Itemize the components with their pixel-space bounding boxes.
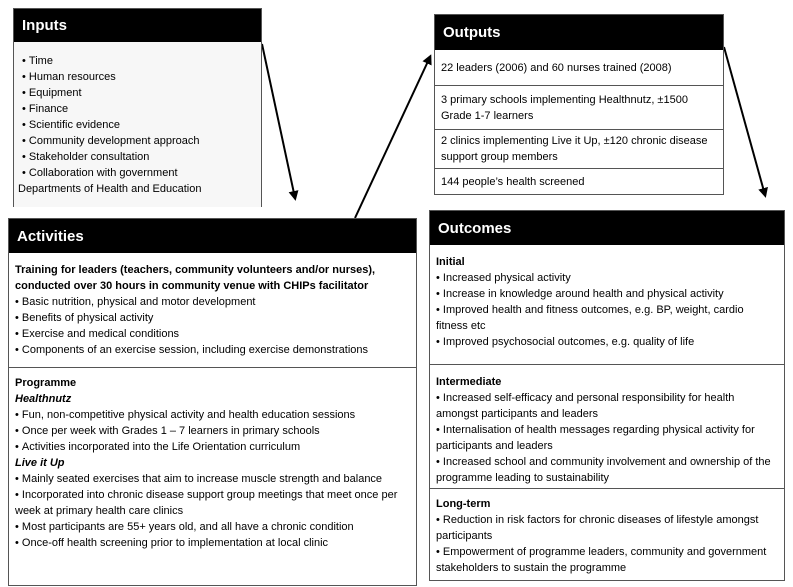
- inputs-item: • Time: [22, 53, 255, 69]
- outcomes-box: [429, 210, 785, 581]
- longterm-item: • Reduction in risk factors for chronic diseases of lifestyle amongst participants: [436, 512, 778, 544]
- outputs-row: [435, 85, 723, 129]
- activities-box: [8, 218, 417, 586]
- healthnutz-item: • Once per week with Grades 1 – 7 learners in primary schools: [15, 423, 410, 439]
- outputs-title: Outputs: [443, 24, 501, 41]
- initial-heading: Initial: [436, 256, 465, 268]
- activities-body: [9, 253, 416, 555]
- initial-item: • Improved psychosocial outcomes, e.g. quality of life: [436, 334, 778, 350]
- outputs-header: [435, 15, 723, 50]
- longterm-section: [430, 488, 784, 580]
- outcomes-body: [430, 245, 784, 580]
- activities-header: [9, 219, 416, 253]
- outputs-box: [434, 14, 724, 195]
- liveitup-item: • Mainly seated exercises that aim to increase muscle strength and balance: [15, 471, 410, 487]
- training-heading: Training for leaders (teachers, community volunteers and/or nurses), conducted over 30 hours in community venue with CHIPs facilitator: [15, 264, 376, 292]
- intermediate-item: • Internalisation of health messages regarding physical activity for participants and leaders: [436, 422, 778, 454]
- liveitup-item: • Once-off health screening prior to implementation at local clinic: [15, 535, 410, 551]
- programme-section: [9, 367, 416, 555]
- training-item: • Components of an exercise session, including exercise demonstrations: [15, 342, 410, 358]
- training-item: • Exercise and medical conditions: [15, 326, 410, 342]
- outputs-row-text: 3 primary schools implementing Healthnutz, ±1500 Grade 1-7 learners: [441, 93, 688, 122]
- healthnutz-item: • Activities incorporated into the Life Orientation curriculum: [15, 439, 410, 455]
- training-section: [9, 253, 416, 367]
- inputs-box: [13, 8, 262, 207]
- inputs-item: • Community development approach: [22, 133, 255, 149]
- initial-item: • Improved health and fitness outcomes, e.g. BP, weight, cardio fitness etc: [436, 302, 778, 334]
- outcomes-header: [430, 211, 784, 245]
- programme-heading: Programme: [15, 377, 77, 389]
- initial-section: [430, 245, 784, 364]
- liveitup-item: • Incorporated into chronic disease support group meetings that meet once per week at primary health care clinics: [15, 487, 410, 519]
- longterm-heading: Long-term: [436, 498, 491, 510]
- outputs-row-text: 144 people’s health screened: [441, 175, 585, 188]
- arrow-outputs-to-outcomes: [724, 47, 765, 195]
- inputs-title: Inputs: [22, 17, 67, 34]
- healthnutz-item: • Fun, non-competitive physical activity and health education sessions: [15, 407, 410, 423]
- training-item: • Basic nutrition, physical and motor development: [15, 294, 410, 310]
- arrow-activities-to-outputs: [355, 57, 430, 218]
- training-item: • Benefits of physical activity: [15, 310, 410, 326]
- longterm-item: • Empowerment of programme leaders, community and government stakeholders to sustain the programme: [436, 544, 778, 576]
- initial-item: • Increased physical activity: [436, 270, 778, 286]
- inputs-item: • Finance: [22, 101, 255, 117]
- intermediate-item: • Increased self-efficacy and personal responsibility for health amongst participants and leaders: [436, 390, 778, 422]
- inputs-list: [14, 42, 261, 207]
- outputs-row: [435, 168, 723, 194]
- liveitup-item: • Most participants are 55+ years old, and all have a chronic condition: [15, 519, 410, 535]
- liveitup-heading: Live it Up: [15, 457, 65, 469]
- inputs-item: • Scientific evidence: [22, 117, 255, 133]
- intermediate-section: [430, 364, 784, 488]
- inputs-item: • Human resources: [22, 69, 255, 85]
- activities-title: Activities: [17, 227, 84, 245]
- intermediate-heading: Intermediate: [436, 376, 502, 388]
- inputs-item: • Collaboration with government: [22, 165, 255, 181]
- outputs-row-text: 22 leaders (2006) and 60 nurses trained (2008): [441, 61, 672, 74]
- outcomes-title: Outcomes: [438, 219, 512, 237]
- intermediate-item: • Increased school and community involvement and ownership of the programme leading to sustainability: [436, 454, 778, 486]
- initial-item: • Increase in knowledge around health and physical activity: [436, 286, 778, 302]
- inputs-item: • Equipment: [22, 85, 255, 101]
- inputs-item: • Stakeholder consultation: [22, 149, 255, 165]
- arrow-inputs-to-activities: [262, 44, 295, 198]
- healthnutz-heading: Healthnutz: [15, 393, 72, 405]
- outputs-row: [435, 129, 723, 168]
- outputs-row-text: 2 clinics implementing Live it Up, ±120 chronic disease support group members: [441, 135, 708, 163]
- outputs-row: [435, 50, 723, 85]
- outputs-list: [435, 50, 723, 194]
- inputs-item-continuation: Departments of Health and Education: [18, 183, 202, 195]
- inputs-header: [14, 9, 261, 42]
